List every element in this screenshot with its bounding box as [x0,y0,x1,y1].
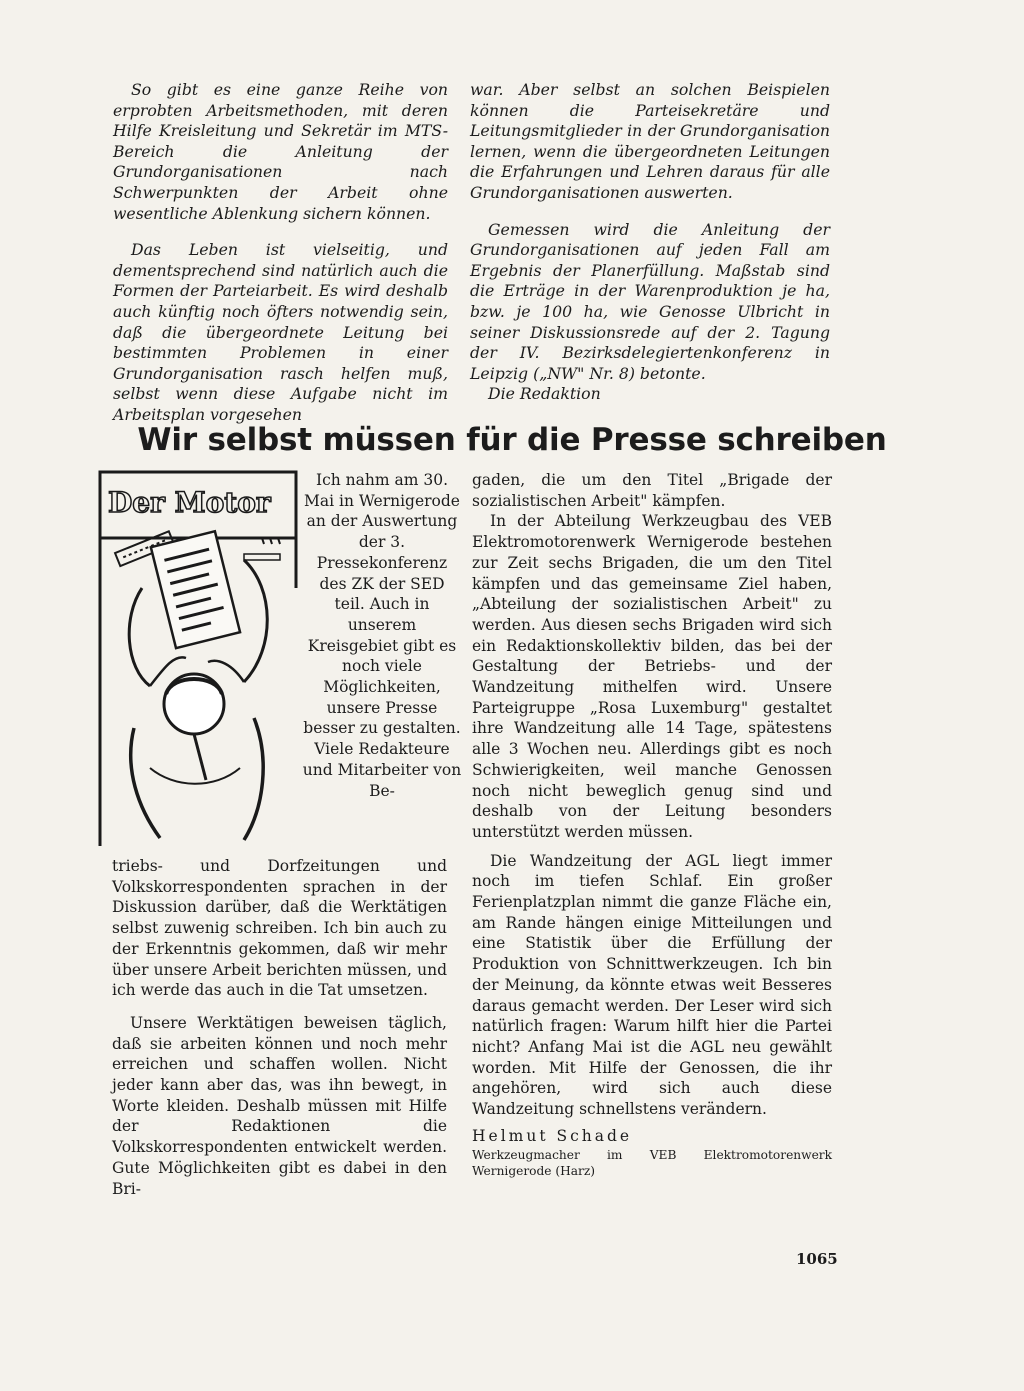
intro-left-paragraph-1: So gibt es eine ganze Reihe von erprobten Arbeitsmethoden, mit deren Hilfe Kreisleitung und Sekretär im MTS-Bereich die Anleitung der Grundorganisationen nach Schwerpunkten der Arbeit ohne wesentliche Ablenkung sichern können. [113,80,448,223]
newspaper-reader-illustration [94,468,300,852]
intro-left-paragraph-2: Das Leben ist vielseitig, und dementsprechend sind natürlich auch die Formen der Parteiarbeit. Es wird deshalb auch künftig noch öfters notwendig sein, daß die übergeordnete Leitung bei bestimmten Problemen in einer Grundorganisation rasch helfen muß, selbst wenn diese Aufgabe nicht im Arbeitsplan vorgesehen [113,240,448,424]
article-intro-narrow-column: Ich nahm am 30. Mai in Wernigerode an der Auswertung der 3. Pressekonferenz des ZK der SED teil. Auch in unserem Kreisgebiet gibt es noch viele Möglichkeiten, unsere Presse besser zu gestalten. Viele Redakteure und Mitarbeiter von Be- [302,471,462,800]
article-left-paragraph-2: Unsere Werktätigen beweisen täglich, daß sie arbeiten können und noch mehr erreichen und schaffen wollen. Nicht jeder kann aber das, was ihn bewegt, in Worte kleiden. Deshalb müssen mit Hilfe der Redaktionen die Volkskorrespondenten entwickelt werden. Gute Möglichkeiten gibt es dabei in den Bri- [112,1013,447,1198]
intro-column-right [470,80,830,405]
intro-right-paragraph-2: Gemessen wird die Anleitung der Grundorganisationen auf jeden Fall am Ergebnis der Planerfüllung. Maßstab sind die Erträge in der Warenproduktion je ha, bzw. je 100 ha, wie Genosse Ulbricht in seiner Diskussionsrede auf der 2. Tagung der IV. Bezirksdelegiertenkonferenz in Leipzig („NW" Nr. 8) betonte. [470,219,830,383]
article-headline: Wir selbst müssen für die Presse schreiben [137,422,887,458]
article-right-column [472,470,832,1179]
page-number: 1065 [796,1250,838,1268]
author-role: Werkzeugmacher im VEB Elektromotorenwerk Wernigerode (Harz) [472,1147,832,1178]
article-right-paragraph-3: Die Wandzeitung der AGL liegt immer noch im tiefen Schlaf. Ein großer Ferienplatzplan nimmt die ganze Fläche ein, am Rande hängen einige Mitteilungen und eine Statistik über die Erfüllung der Produktion von Schnittwerkzeugen. Ich bin der Meinung, da könnte etwas weit Besseres daraus gemacht werden. Der Leser wird sich natürlich fragen: Warum hilft hier die Partei nicht? Anfang Mai ist die AGL neu gewählt worden. Mit Hilfe der Genossen, die ihr angehören, wird sich auch diese Wandzeitung schnellstens verändern. [472,851,832,1119]
illustration-title: Der Motor [108,486,271,519]
editorial-signature: Die Redaktion [488,384,601,404]
intro-right-paragraph-1: war. Aber selbst an solchen Beispielen können die Parteisekretäre und Leitungsmitglieder in der Grundorganisation lernen, wenn die übergeordneten Leitungen die Erfahrungen und Lehren daraus für alle Grundorganisationen auswerten. [470,80,830,202]
article-left-paragraph-1: triebs- und Dorfzeitungen und Volkskorrespondenten sprachen in der Diskussion darüber, daß die Werktätigen selbst zuwenig schreiben. Ich bin auch zu der Erkenntnis gekommen, daß wir mehr über unsere Arbeit berichten müssen, und ich werde das auch in die Tat umsetzen. [112,857,447,1000]
article-right-paragraph-2: In der Abteilung Werkzeugbau des VEB Elektromotorenwerk Wernigerode bestehen zur Zeit sechs Brigaden, die um den Titel kämpfen und das gemeinsame Ziel haben, „Abteilung der sozialistischen Arbeit" zu werden. Aus diesen sechs Brigaden wird sich ein Redaktionskollektiv bilden, das bei der Gestaltung der Betriebs- und der Wandzeitung mithelfen wird. Unsere Parteigruppe „Rosa Luxemburg" gestaltet ihre Wandzeitung alle 14 Tage, spätestens alle 3 Wochen neu. Allerdings gibt es noch Schwierigkeiten, weil manche Genossen noch nicht beweglich genug sind und deshalb von der Leitung besonders unterstützt werden müssen. [472,512,832,841]
article-right-paragraph-1: gaden, die um den Titel „Brigade der sozialistischen Arbeit" kämpfen. [472,471,832,510]
intro-column-left [113,80,448,426]
author-name: Helmut Schade [472,1126,633,1145]
article-left-column [112,856,447,1199]
